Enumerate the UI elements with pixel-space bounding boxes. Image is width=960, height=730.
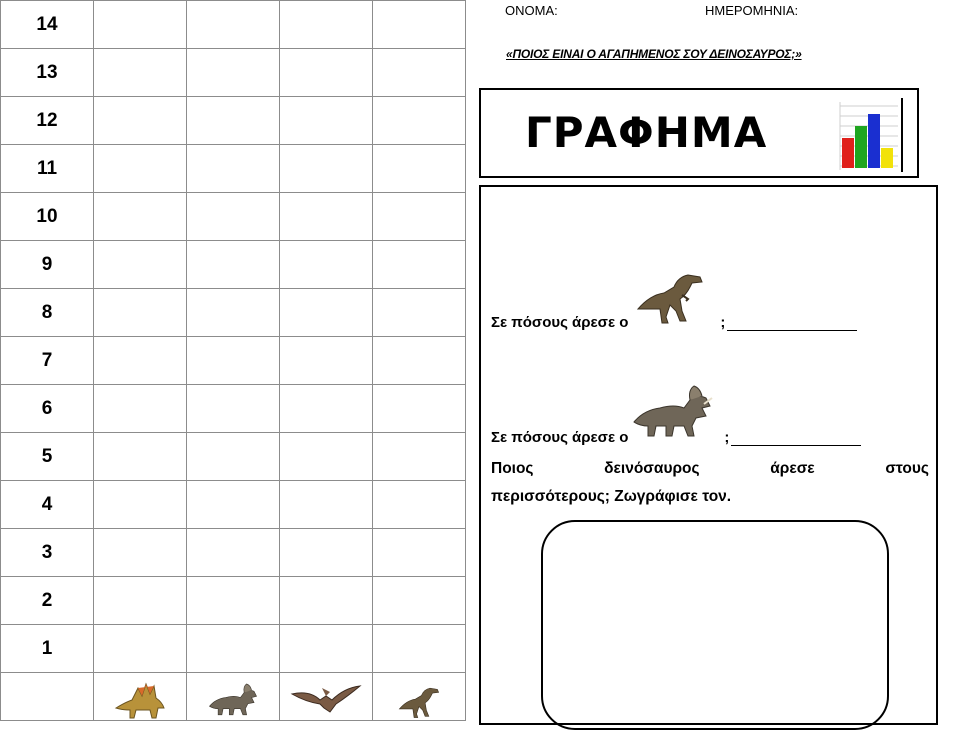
- row-number: 8: [1, 289, 94, 337]
- grid-cell[interactable]: [373, 337, 466, 385]
- question-1-suffix: ;: [720, 314, 726, 331]
- grid-cell[interactable]: [187, 241, 280, 289]
- grid-cell[interactable]: [94, 481, 187, 529]
- grid-cell[interactable]: [280, 289, 373, 337]
- grid-cell[interactable]: [373, 193, 466, 241]
- grid-cell[interactable]: [373, 433, 466, 481]
- row-number: 11: [1, 145, 94, 193]
- grid-cell[interactable]: [280, 577, 373, 625]
- triceratops-icon: [630, 382, 714, 446]
- grid-cell[interactable]: [187, 529, 280, 577]
- grid-cell[interactable]: [187, 433, 280, 481]
- grid-row: [1, 625, 466, 673]
- grid-cell[interactable]: [373, 49, 466, 97]
- question-3-word: Ποιος: [491, 460, 534, 477]
- grid-cell[interactable]: [373, 529, 466, 577]
- grid-cell[interactable]: [94, 289, 187, 337]
- grid-cell[interactable]: [280, 241, 373, 289]
- grid-corner-cell: [1, 673, 94, 721]
- triceratops-icon: [187, 673, 280, 721]
- grid-cell[interactable]: [280, 481, 373, 529]
- grid-cell[interactable]: [94, 577, 187, 625]
- grid-cell[interactable]: [94, 97, 187, 145]
- grid-cell[interactable]: [187, 625, 280, 673]
- grid-cell[interactable]: [280, 529, 373, 577]
- grid-cell[interactable]: [187, 145, 280, 193]
- grid-cell[interactable]: [373, 577, 466, 625]
- grid-cell[interactable]: [373, 625, 466, 673]
- grid-cell[interactable]: [280, 1, 373, 49]
- grid-cell[interactable]: [94, 145, 187, 193]
- grid-cell[interactable]: [187, 577, 280, 625]
- question-3: [491, 455, 929, 511]
- grid-cell[interactable]: [187, 97, 280, 145]
- grid-body: [1, 1, 466, 721]
- grid-cell[interactable]: [280, 49, 373, 97]
- chart-icon-bar: [881, 148, 893, 168]
- grid-row: [1, 145, 466, 193]
- grid-cell[interactable]: [94, 49, 187, 97]
- question-3-word: στους: [885, 460, 929, 477]
- grid-cell[interactable]: [187, 49, 280, 97]
- grid-row: [1, 97, 466, 145]
- grid-row: [1, 385, 466, 433]
- grid-row: [1, 433, 466, 481]
- drawing-area[interactable]: [541, 520, 889, 730]
- row-number: 7: [1, 337, 94, 385]
- grid-cell[interactable]: [373, 241, 466, 289]
- grid-cell[interactable]: [94, 1, 187, 49]
- grid-cell[interactable]: [94, 193, 187, 241]
- row-number: 14: [1, 1, 94, 49]
- grid-cell[interactable]: [373, 145, 466, 193]
- grid-row: [1, 577, 466, 625]
- questions-box: [479, 185, 938, 725]
- question-1: [491, 265, 857, 331]
- grid-row: [1, 481, 466, 529]
- pterodactyl-icon: [280, 673, 373, 721]
- grid-row: [1, 289, 466, 337]
- chart-icon-bar: [855, 126, 867, 168]
- question-title: «ΠΟΙΟΣ ΕΙΝΑΙ Ο ΑΓΑΠΗΜΕΝΟΣ ΣΟΥ ΔΕΙΝΟΣΑΥΡΟΣ;»: [506, 47, 802, 61]
- name-label: ΟΝΟΜΑ:: [505, 3, 558, 18]
- chart-icon-bar: [868, 114, 880, 168]
- row-number: 6: [1, 385, 94, 433]
- grid-cell[interactable]: [187, 385, 280, 433]
- grid-cell[interactable]: [280, 385, 373, 433]
- date-label: ΗΜΕΡΟΜΗΝΙΑ:: [705, 3, 799, 18]
- row-number: 12: [1, 97, 94, 145]
- grid-cell[interactable]: [280, 625, 373, 673]
- row-number: 13: [1, 49, 94, 97]
- grid-cell[interactable]: [373, 481, 466, 529]
- grid-icon-row: [1, 673, 466, 721]
- grid-cell[interactable]: [373, 97, 466, 145]
- question-3-line-1: [491, 455, 929, 483]
- grid-row: [1, 529, 466, 577]
- grid-row: [1, 193, 466, 241]
- grid-cell[interactable]: [187, 1, 280, 49]
- grid-cell[interactable]: [280, 145, 373, 193]
- answer-1-blank[interactable]: [727, 316, 857, 331]
- pictograph-grid: [0, 0, 466, 721]
- grid-cell[interactable]: [94, 529, 187, 577]
- question-2: [491, 382, 861, 446]
- grid-cell[interactable]: [280, 193, 373, 241]
- row-number: 1: [1, 625, 94, 673]
- grid-cell[interactable]: [373, 385, 466, 433]
- question-3-word: δεινόσαυρος: [604, 460, 700, 477]
- bar-chart-icon: [836, 96, 906, 172]
- grid-cell[interactable]: [280, 433, 373, 481]
- grid-cell[interactable]: [280, 337, 373, 385]
- row-number: 4: [1, 481, 94, 529]
- row-number: 9: [1, 241, 94, 289]
- grid-cell[interactable]: [280, 97, 373, 145]
- question-1-text: Σε πόσους άρεσε ο: [491, 314, 629, 331]
- t-rex-icon: [630, 265, 710, 331]
- t-rex-icon: [373, 673, 466, 721]
- answer-2-blank[interactable]: [731, 431, 861, 446]
- row-number: 5: [1, 433, 94, 481]
- grid-cell[interactable]: [187, 289, 280, 337]
- grid-row: [1, 1, 466, 49]
- row-number: 2: [1, 577, 94, 625]
- question-2-suffix: ;: [724, 429, 730, 446]
- title-box: [479, 88, 919, 178]
- page-title: ΓΡΑΦΗΜΑ: [525, 108, 768, 157]
- grid-cell[interactable]: [373, 289, 466, 337]
- grid-row: [1, 337, 466, 385]
- grid-cell[interactable]: [187, 337, 280, 385]
- grid-cell[interactable]: [373, 1, 466, 49]
- grid-cell[interactable]: [94, 385, 187, 433]
- question-3-line-2: περισσότερους; Ζωγράφισε τον.: [491, 488, 732, 505]
- grid-cell[interactable]: [187, 193, 280, 241]
- row-number: 3: [1, 529, 94, 577]
- grid-cell[interactable]: [94, 337, 187, 385]
- question-2-text: Σε πόσους άρεσε ο: [491, 429, 629, 446]
- row-number: 10: [1, 193, 94, 241]
- grid-cell[interactable]: [94, 241, 187, 289]
- grid-row: [1, 49, 466, 97]
- grid-cell[interactable]: [94, 625, 187, 673]
- grid-row: [1, 241, 466, 289]
- stegosaurus-icon: [94, 673, 187, 721]
- grid-cell[interactable]: [94, 433, 187, 481]
- question-3-word: άρεσε: [770, 460, 815, 477]
- grid-cell[interactable]: [187, 481, 280, 529]
- chart-icon-bar: [842, 138, 854, 168]
